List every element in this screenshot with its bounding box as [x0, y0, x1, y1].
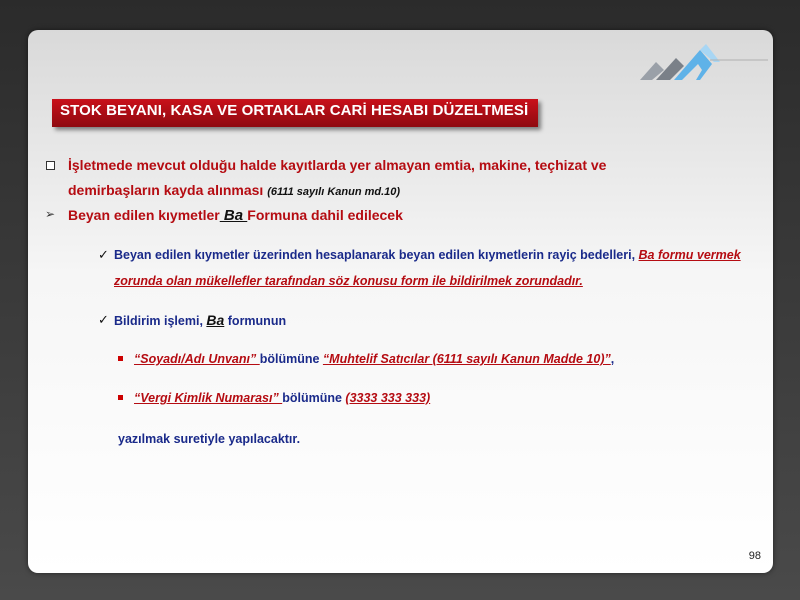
- page-number: 98: [748, 550, 761, 562]
- sub-bullet-2-text-post: formunun: [224, 314, 287, 328]
- closing-text: yazılmak suretiyle yapılacaktır.: [118, 432, 301, 446]
- field-value-2: (3333 333 333): [345, 391, 431, 405]
- slide-canvas: [28, 30, 773, 573]
- checkmark-icon: ✓: [98, 247, 109, 262]
- bullet-2-ba: Ba: [219, 207, 248, 224]
- bullet-2-text-pre: Beyan edilen kıymetler: [68, 207, 220, 223]
- sub-bullet-1-text: Beyan edilen kıymetler üzerinden hesaplanarak beyan edilen kıymetlerin rayiç bedelleri,: [114, 248, 639, 262]
- arrow-bullet-icon: ➢: [45, 207, 56, 221]
- bullet-2-text-post: Formuna dahil edilecek: [247, 207, 403, 223]
- field-name-1: “Soyadı/Adı Unvanı”: [134, 352, 260, 366]
- field-name-2: “Vergi Kimlik Numarası”: [134, 391, 283, 405]
- sub-bullet-2-text-pre: Bildirim işlemi,: [114, 314, 207, 328]
- slide-title: STOK BEYANI, KASA VE ORTAKLAR CARİ HESABI DÜZELTMESİ: [60, 102, 529, 119]
- red-square-bullet-icon: [118, 395, 123, 400]
- sub-bullet-1-red-text: Ba formu vermek zorunda olan mükellefler tarafından söz konusu form ile bildirilmek zorundadır.: [114, 248, 741, 288]
- square-bullet-icon: [46, 161, 55, 170]
- comma: ,: [610, 352, 615, 366]
- sub-bullet-2-ba: Ba: [206, 312, 225, 328]
- field-value-1: “Muhtelif Satıcılar (6111 sayılı Kanun Madde 10)”: [322, 352, 611, 366]
- slide-content: [28, 30, 773, 573]
- section-word-2: bölümüne: [282, 391, 346, 405]
- bullet-1-text: İşletmede mevcut olduğu halde kayıtlarda yer almayan emtia, makine, teçhizat ve demirbaşların kayda alınması: [68, 157, 607, 198]
- section-word-1: bölümüne: [259, 352, 323, 366]
- checkmark-icon: ✓: [98, 312, 109, 327]
- red-square-bullet-icon: [118, 356, 123, 361]
- bullet-1-reference: (6111 sayılı Kanun md.10): [267, 186, 401, 198]
